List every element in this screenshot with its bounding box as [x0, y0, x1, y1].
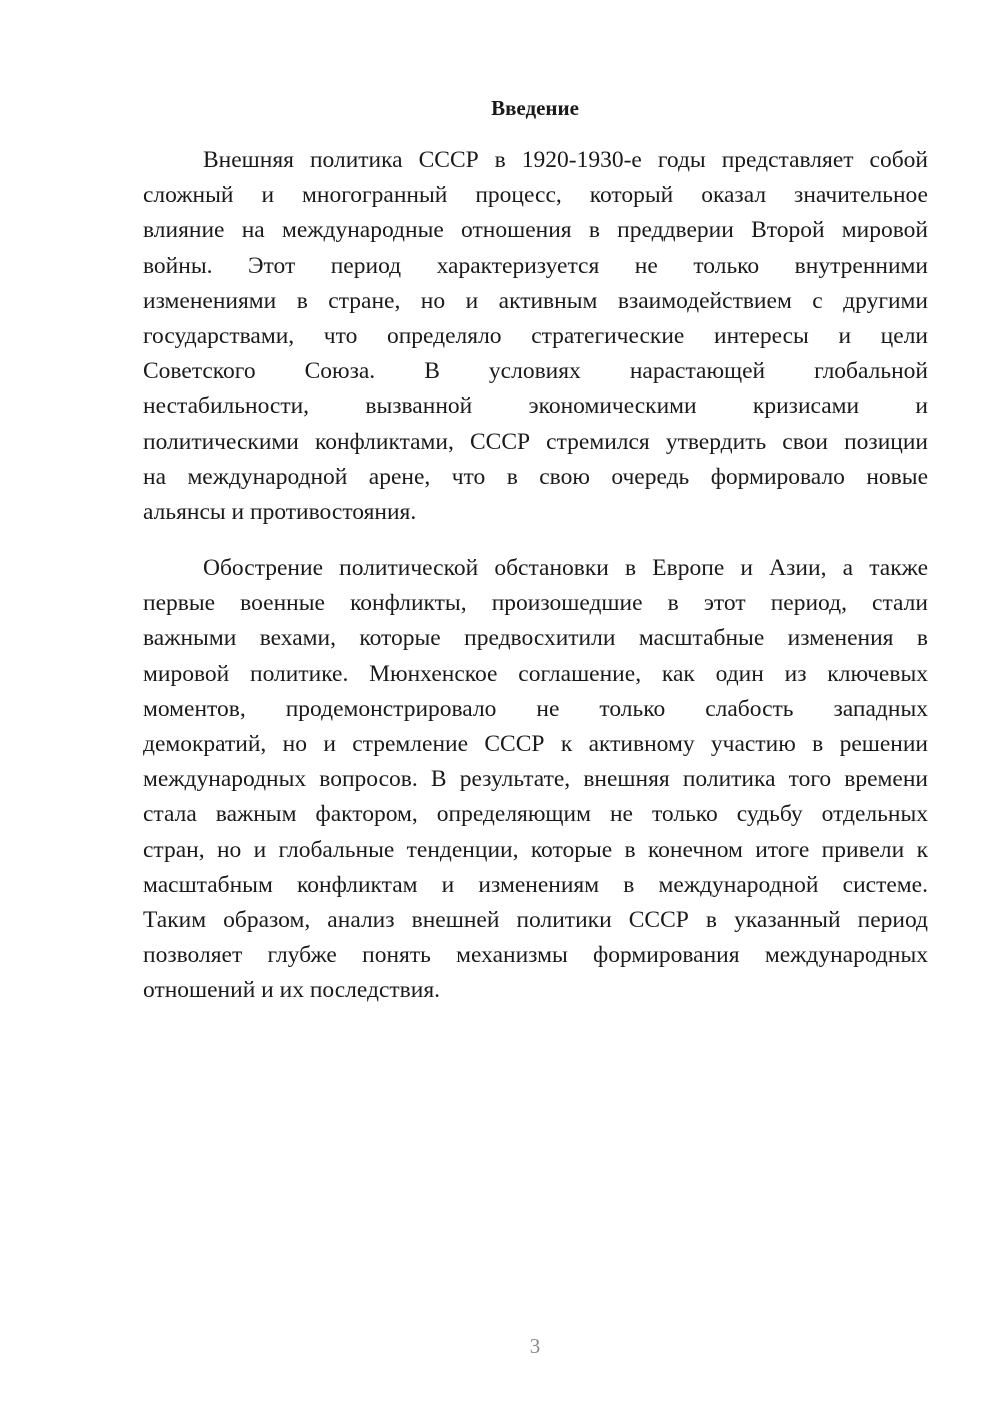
text-line: Обострение политической обстановки в Европе и Азии, а также — [203, 555, 928, 581]
text-line: сложный и многогранный процесс, который оказал значительное — [143, 182, 928, 209]
text-line: войны. Этот период характеризуется не только внутренними — [143, 252, 928, 279]
text-line: мировой политике. Мюнхенское соглашение, как один из ключевых — [143, 660, 928, 687]
text-line: первые военные конфликты, произошедшие в этот период, стали — [143, 590, 928, 617]
paragraph-2 — [143, 551, 928, 1008]
text-line: политическими конфликтами, СССР стремился утвердить свои позиции — [143, 428, 928, 455]
text-line: стран, но и глобальные тенденции, которые в конечном итоге привели к — [143, 836, 928, 863]
text-line: на международной арене, что в свою очередь формировало новые — [143, 463, 928, 490]
text-line: демократий, но и стремление СССР к активному участию в решении — [143, 730, 928, 757]
text-line: Таким образом, анализ внешней политики СССР в указанный период — [143, 906, 928, 933]
text-line: стала важным фактором, определяющим не только судьбу отдельных — [143, 801, 928, 828]
text-line: Внешняя политика СССР в 1920-1930-е годы представляет собой — [203, 147, 928, 173]
page-number: 3 — [529, 1334, 541, 1358]
text-line: государствами, что определяло стратегические интересы и цели — [143, 322, 928, 349]
page-title: Введение — [491, 96, 579, 120]
text-line: международных вопросов. В результате, внешняя политика того времени — [143, 766, 928, 793]
text-line: отношений и их последствия. — [143, 977, 441, 1004]
text-line: альянсы и противостояния. — [143, 498, 417, 525]
text-line: позволяет глубже понять механизмы формирования международных — [143, 942, 928, 969]
text-line: важными вехами, которые предвосхитили масштабные изменения в — [143, 625, 928, 652]
text-line: масштабным конфликтам и изменениям в международной системе. — [143, 871, 928, 898]
text-line: нестабильности, вызванной экономическими кризисами и — [143, 393, 928, 420]
paragraph-1 — [143, 143, 928, 530]
text-line: моментов, продемонстрировало не только слабость западных — [143, 695, 928, 722]
text-line: изменениями в стране, но и активным взаимодействием с другими — [143, 287, 928, 314]
text-line: влияние на международные отношения в преддверии Второй мировой — [143, 217, 928, 244]
text-line: Советского Союза. В условиях нарастающей глобальной — [143, 358, 928, 385]
